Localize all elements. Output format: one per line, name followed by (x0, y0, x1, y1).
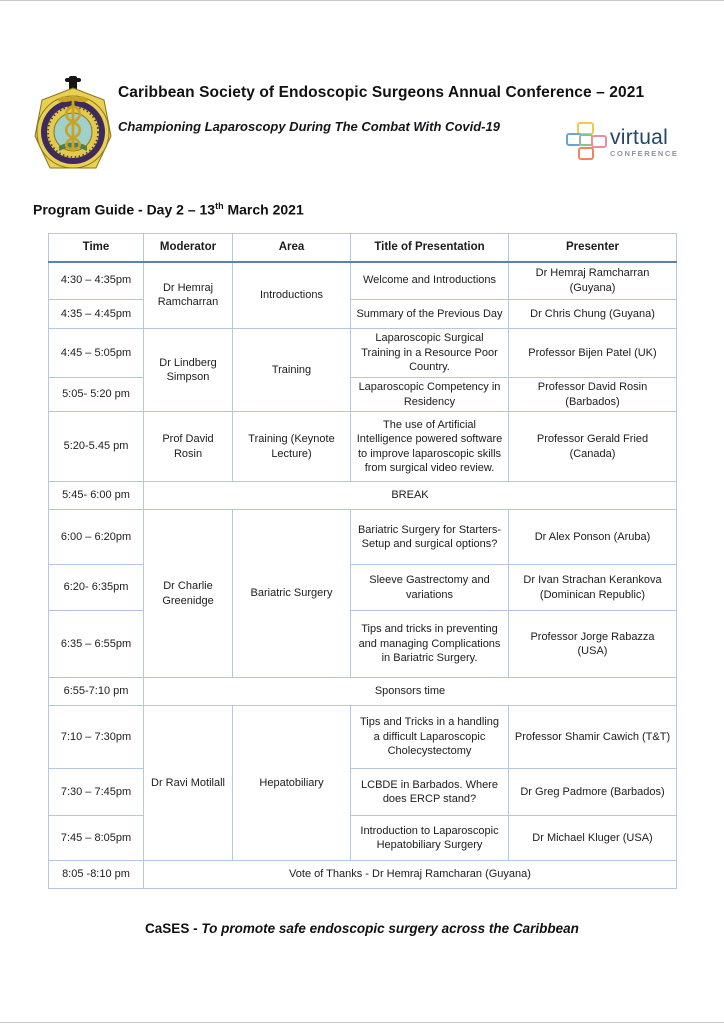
cell-area: Bariatric Surgery (233, 510, 351, 678)
virtual-conference-wordmark (610, 127, 679, 158)
cell-area: Hepatobiliary (233, 706, 351, 861)
cell-time: 5:45- 6:00 pm (49, 482, 144, 510)
virtual-word: virtual (610, 125, 669, 149)
cell-title: Laparoscopic Surgical Training in a Resource Poor Country. (351, 329, 509, 378)
cell-time: 6:55-7:10 pm (49, 678, 144, 706)
footer-org-name: CaSES - (145, 921, 202, 936)
cell-time: 4:45 – 5:05pm (49, 329, 144, 378)
cell-presenter: Professor Shamir Cawich (T&T) (509, 706, 677, 769)
cell-title: The use of Artificial Intelligence powered software to improve laparoscopic skills from surgical video review. (351, 412, 509, 482)
cell-time: 6:20- 6:35pm (49, 565, 144, 611)
cell-moderator: Dr Ravi Motilall (144, 706, 233, 861)
program-guide-heading (33, 201, 304, 218)
conference-word: CONFERENCE (610, 148, 679, 158)
column-header-area: Area (233, 234, 351, 262)
cell-time: 6:35 – 6:55pm (49, 611, 144, 678)
cell-sponsors-label: Sponsors time (144, 678, 677, 706)
table-row (49, 816, 677, 861)
conference-title: Caribbean Society of Endoscopic Surgeons Annual Conference – 2021 (118, 84, 645, 101)
cell-moderator: Dr Charlie Greenidge (144, 510, 233, 678)
cell-area: Training (Keynote Lecture) (233, 412, 351, 482)
page-bottom-edge (0, 1022, 724, 1023)
cell-area: Introductions (233, 262, 351, 329)
table-row (49, 706, 677, 769)
program-schedule-table (48, 233, 677, 889)
cell-moderator: Prof David Rosin (144, 412, 233, 482)
heading-ordinal: th (215, 201, 224, 211)
column-header-time: Time (49, 234, 144, 262)
cell-time: 5:05- 5:20 pm (49, 378, 144, 412)
cell-time: 6:00 – 6:20pm (49, 510, 144, 565)
cell-time: 7:10 – 7:30pm (49, 706, 144, 769)
table-row-break (49, 482, 677, 510)
footer-motto (0, 921, 724, 936)
column-header-presenter: Presenter (509, 234, 677, 262)
cell-time: 4:35 – 4:45pm (49, 300, 144, 329)
footer-motto-text: To promote safe endoscopic surgery across the Caribbean (201, 921, 579, 936)
cell-time: 7:30 – 7:45pm (49, 769, 144, 816)
table-row (49, 378, 677, 412)
cell-title: Summary of the Previous Day (351, 300, 509, 329)
cell-title: Tips and Tricks in a handling a difficult Laparoscopic Cholecystectomy (351, 706, 509, 769)
cell-presenter: Professor David Rosin (Barbados) (509, 378, 677, 412)
cell-time: 4:30 – 4:35pm (49, 262, 144, 300)
cell-presenter: Professor Bijen Patel (UK) (509, 329, 677, 378)
cell-vote-of-thanks-label: Vote of Thanks - Dr Hemraj Ramcharan (Guyana) (144, 861, 677, 889)
cell-title: Laparoscopic Competency in Residency (351, 378, 509, 412)
table-row (49, 565, 677, 611)
cell-title: Sleeve Gastrectomy and variations (351, 565, 509, 611)
cell-moderator: Dr Lindberg Simpson (144, 329, 233, 412)
page-top-edge (0, 0, 724, 1)
cell-presenter: Dr Hemraj Ramcharran (Guyana) (509, 262, 677, 300)
column-header-moderator: Moderator (144, 234, 233, 262)
conference-subtitle: Championing Laparoscopy During The Combat With Covid-19 (118, 119, 500, 134)
cell-title: LCBDE in Barbados. Where does ERCP stand? (351, 769, 509, 816)
cell-time: 5:20-5.45 pm (49, 412, 144, 482)
table-row-vote-of-thanks (49, 861, 677, 889)
society-emblem-icon (34, 74, 112, 178)
cell-moderator: Dr Hemraj Ramcharran (144, 262, 233, 329)
table-row (49, 611, 677, 678)
virtual-conference-icon (566, 121, 606, 163)
table-row (49, 300, 677, 329)
cell-title: Introduction to Laparoscopic Hepatobiliary Surgery (351, 816, 509, 861)
cell-break-label: BREAK (144, 482, 677, 510)
table-header-row (49, 234, 677, 262)
cell-presenter: Dr Alex Ponson (Aruba) (509, 510, 677, 565)
table-row (49, 510, 677, 565)
cell-presenter: Dr Ivan Strachan Kerankova (Dominican Republic) (509, 565, 677, 611)
table-row-sponsors (49, 678, 677, 706)
cell-title: Tips and tricks in preventing and managing Complications in Bariatric Surgery. (351, 611, 509, 678)
table-row (49, 412, 677, 482)
cell-title: Bariatric Surgery for Starters- Setup and surgical options? (351, 510, 509, 565)
cell-time: 7:45 – 8:05pm (49, 816, 144, 861)
table-row (49, 329, 677, 378)
heading-suffix: March 2021 (223, 201, 304, 218)
cell-area: Training (233, 329, 351, 412)
cell-presenter: Dr Michael Kluger (USA) (509, 816, 677, 861)
cell-presenter: Dr Chris Chung (Guyana) (509, 300, 677, 329)
table-row (49, 769, 677, 816)
table-row (49, 262, 677, 300)
cell-presenter: Professor Jorge Rabazza (USA) (509, 611, 677, 678)
heading-prefix: Program Guide - Day 2 – 13 (33, 201, 216, 218)
cell-presenter: Professor Gerald Fried (Canada) (509, 412, 677, 482)
column-header-title: Title of Presentation (351, 234, 509, 262)
cell-time: 8:05 -8:10 pm (49, 861, 144, 889)
virtual-conference-logo (566, 121, 679, 163)
cell-title: Welcome and Introductions (351, 262, 509, 300)
cell-presenter: Dr Greg Padmore (Barbados) (509, 769, 677, 816)
